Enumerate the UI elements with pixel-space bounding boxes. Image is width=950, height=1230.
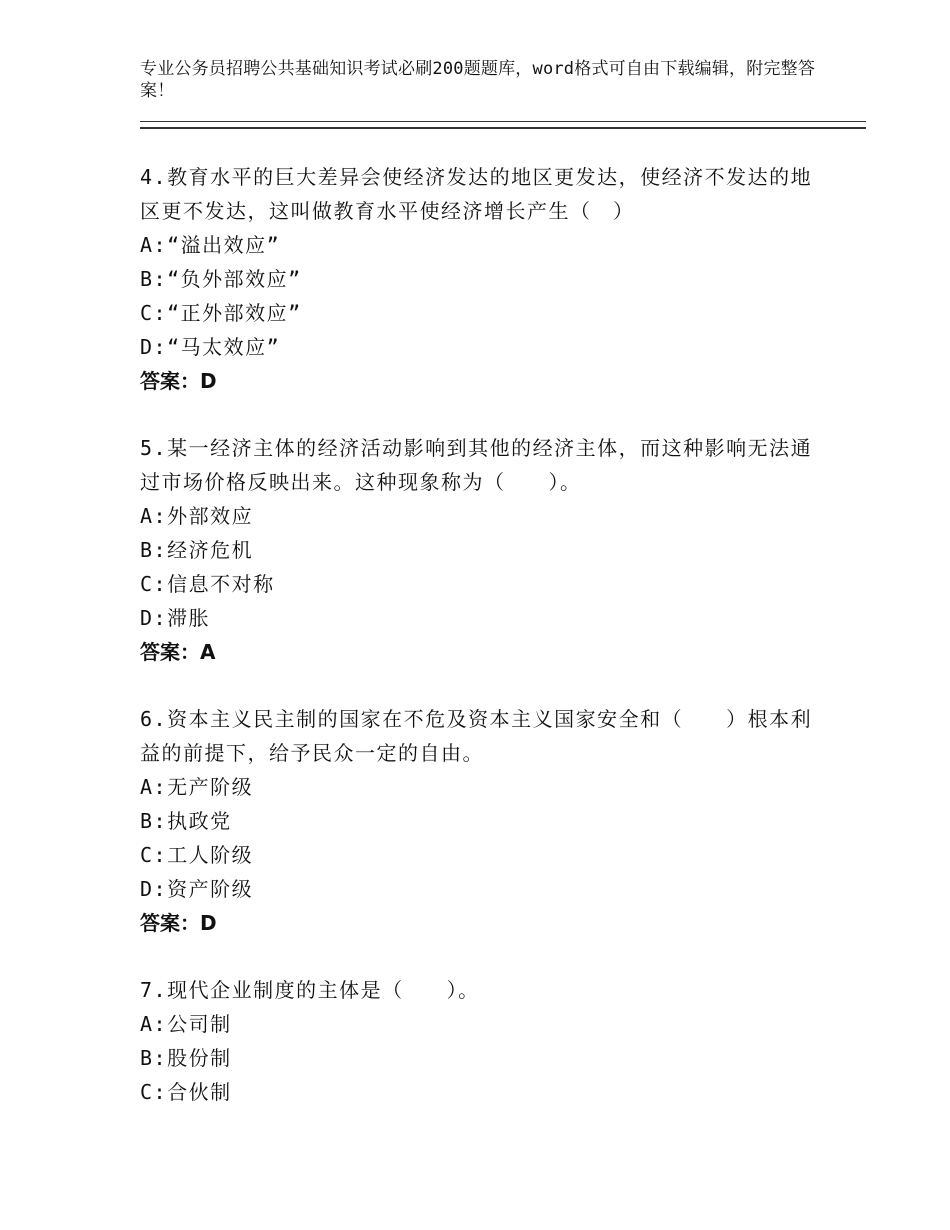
answer-label: 答案：D — [140, 911, 217, 935]
option-b: B:股份制 — [140, 1046, 232, 1070]
option-b: B:执政党 — [140, 809, 232, 833]
option-d: D:资产阶级 — [140, 877, 254, 901]
question-stem: 4.教育水平的巨大差异会使经济发达的地区更发达，使经济不发达的地区更不发达，这叫做教育水平使经济增长产生（ ） — [140, 165, 813, 223]
question-list — [140, 160, 820, 1142]
question-stem: 6.资本主义民主制的国家在不危及资本主义国家安全和（ ）根本利益的前提下，给予民众一定的自由。 — [140, 707, 813, 765]
question-5 — [140, 431, 820, 669]
question-7 — [140, 973, 820, 1109]
question-4 — [140, 160, 820, 398]
option-a: A:“溢出效应” — [140, 233, 281, 257]
option-a: A:外部效应 — [140, 504, 254, 528]
option-a: A:无产阶级 — [140, 775, 254, 799]
answer-label: 答案：D — [140, 369, 217, 393]
option-b: B:“负外部效应” — [140, 267, 302, 291]
option-a: A:公司制 — [140, 1012, 232, 1036]
option-c: C:合伙制 — [140, 1080, 232, 1104]
question-6 — [140, 702, 820, 940]
option-b: B:经济危机 — [140, 538, 254, 562]
option-c: C:信息不对称 — [140, 572, 275, 596]
question-stem: 5.某一经济主体的经济活动影响到其他的经济主体，而这种影响无法通过市场价格反映出来。这种现象称为（ ）。 — [140, 436, 813, 494]
document-header: 专业公务员招聘公共基础知识考试必刷200题题库，word格式可自由下载编辑，附完整答案！ — [140, 59, 816, 101]
option-d: D:“马太效应” — [140, 335, 281, 359]
answer-label: 答案：A — [140, 640, 216, 664]
question-stem: 7.现代企业制度的主体是（ ）。 — [140, 978, 480, 1002]
option-c: C:“正外部效应” — [140, 301, 302, 325]
option-c: C:工人阶级 — [140, 843, 254, 867]
header-divider — [140, 121, 866, 129]
option-d: D:滞胀 — [140, 606, 211, 630]
